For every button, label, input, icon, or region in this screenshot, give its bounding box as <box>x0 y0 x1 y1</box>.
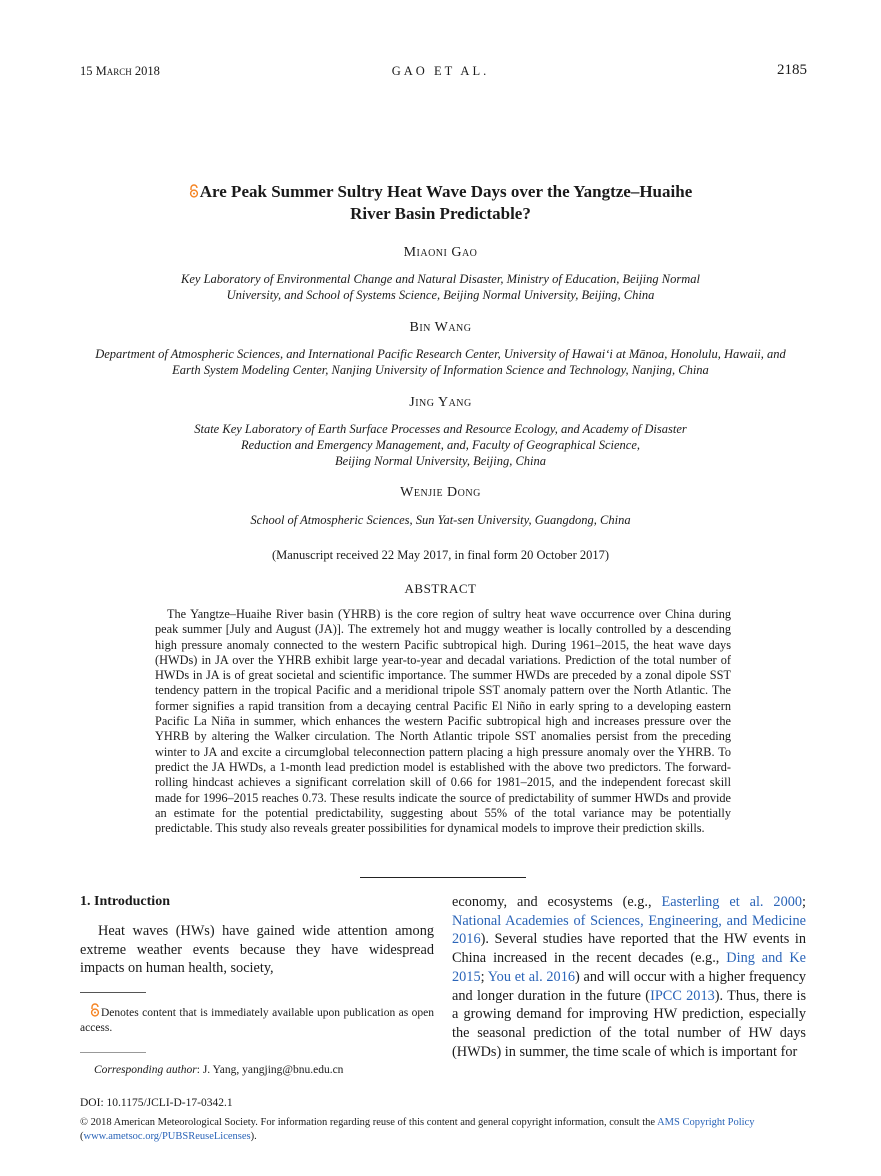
footnote-rule <box>80 1052 146 1053</box>
open-access-footnote: Denotes content that is immediately available upon publication as open access. <box>80 1003 434 1036</box>
corresponding-author: Corresponding author: J. Yang, yangjing@bnu.edu.cn <box>94 1064 344 1076</box>
author-affiliation: State Key Laboratory of Earth Surface Processes and Resource Ecology, and Academy of Disaster Reduction and Emergency Management, and, Faculty of Geographical Science, Beijing Normal University, Beijing, China <box>194 422 687 468</box>
author-affiliation: Department of Atmospheric Sciences, and International Pacific Research Center, University of Hawai‘i at Mānoa, Honolulu, Hawaii, and Earth System Modeling Center, Nanjing University of Information Science and Technology, Nanjing, China <box>95 347 786 377</box>
intro-paragraph-left: Heat waves (HWs) have gained wide attention among extreme weather events because they have widespread impacts on human health, society, <box>80 923 434 977</box>
citation-link[interactable]: Easterling et al. 2000 <box>661 894 803 910</box>
open-access-icon <box>90 1003 100 1017</box>
citation-link[interactable]: You et al. 2016 <box>487 968 575 985</box>
doi: DOI: 10.1175/JCLI-D-17-0342.1 <box>80 1097 233 1109</box>
citation-link[interactable]: Ding and Ke 2015 <box>452 950 807 985</box>
author-name: Miaoni Gao <box>403 245 478 260</box>
header-date: 15 March 2018 <box>80 64 160 78</box>
author-name: Bin Wang <box>409 320 472 335</box>
article-title <box>0 181 881 225</box>
header-authors: GAO ET AL. <box>391 64 490 78</box>
abstract-text: The Yangtze–Huaihe River basin (YHRB) is the core region of sultry heat wave occurrence over China during peak summer [July and August (JA)]. The extremely hot and muggy weather is locally controlled by a descending high pressure anomaly connected to the western Pacific subtropical high. During 1961–2015, the heat wave days (HWDs) in JA over the YHRB exhibit large year-to-year and decadal variations. Prediction of the total number of HWDs in JA is of great societal and scientific importance. The summer HWDs are preceded by a zonal dipole SST tendency pattern in the tropical Pacific and a meridional tripole SST anomaly pattern over the North Atlantic. The former signifies a rapid transition from a decaying central Pacific El Niño in early spring to a developing eastern Pacific La Niña in summer, which enhances the western Pacific subtropical high and increases pressure over the YHRB by altering the Walker circulation. The North Atlantic tripole SST anomalies persist from the preceding winter to JA and excite a circumglobal teleconnection pattern placing a high pressure anomaly over the YHRB. To predict the JA HWDs, a 1-month lead prediction model is established with the above two predictors. The forward-rolling hindcast achieves a significant correlation skill of 0.66 for 1981–2015, and the independent forecast skill made for 1996–2015 reaches 0.73. These results indicate the source of predictability of summer HWDs and provide an estimate for the potential predictability, suggesting about 55% of the total variance may be potentially predictable. This study also reveals greater possibilities for dynamical models to improve their prediction skills. <box>155 607 731 836</box>
page-number: 2185 <box>777 62 807 78</box>
title-line-1: Are Peak Summer Sultry Heat Wave Days over the Yangtze–Huaihe <box>199 182 693 201</box>
copyright-notice: © 2018 American Meteorological Society. For information regarding reuse of this content and general copyright information, consult the AMS Copyright Policy (www.ametsoc.org/PUBSReuseLicenses). <box>80 1117 755 1142</box>
title-line-2: River Basin Predictable? <box>350 204 531 223</box>
author-name: Jing Yang <box>409 395 472 410</box>
manuscript-dates: (Manuscript received 22 May 2017, in final form 20 October 2017) <box>271 548 610 562</box>
open-access-icon <box>189 184 199 198</box>
reuse-licenses-link[interactable]: www.ametsoc.org/PUBSReuseLicenses <box>83 1130 251 1142</box>
section-divider <box>360 877 526 878</box>
abstract-heading: ABSTRACT <box>404 581 477 596</box>
footnote-rule <box>80 992 146 993</box>
citation-link[interactable]: IPCC 2013 <box>650 987 715 1004</box>
author-affiliation: Key Laboratory of Environmental Change and Natural Disaster, Ministry of Education, Beijing Normal University, and School of Systems Science, Beijing Normal University, Beijing, China <box>181 272 700 302</box>
author-affiliation: School of Atmospheric Sciences, Sun Yat-sen University, Guangdong, China <box>250 513 631 527</box>
section-heading: 1. Introduction <box>80 894 170 909</box>
citation-link[interactable]: National Academies of Sciences, Engineering, and Medicine 2016 <box>452 912 806 948</box>
intro-paragraph-right: economy, and ecosystems (e.g., Easterling et al. 2000; National Academies of Sciences, Engineering, and Medicine 2016). Several studies have reported that the HW events in China increased in the recent decades (e.g., Ding and Ke 2015; You et al. 2016) and will occur with a higher frequency and longer duration in the future (IPCC 2013). Thus, there is a growing demand for improving HW prediction, especially the seasonal prediction of the total number of HW days (HWDs) in summer, the time scale of which is important for <box>452 894 807 1060</box>
copyright-policy-link[interactable]: AMS Copyright Policy <box>657 1117 755 1128</box>
author-name: Wenjie Dong <box>400 485 481 500</box>
